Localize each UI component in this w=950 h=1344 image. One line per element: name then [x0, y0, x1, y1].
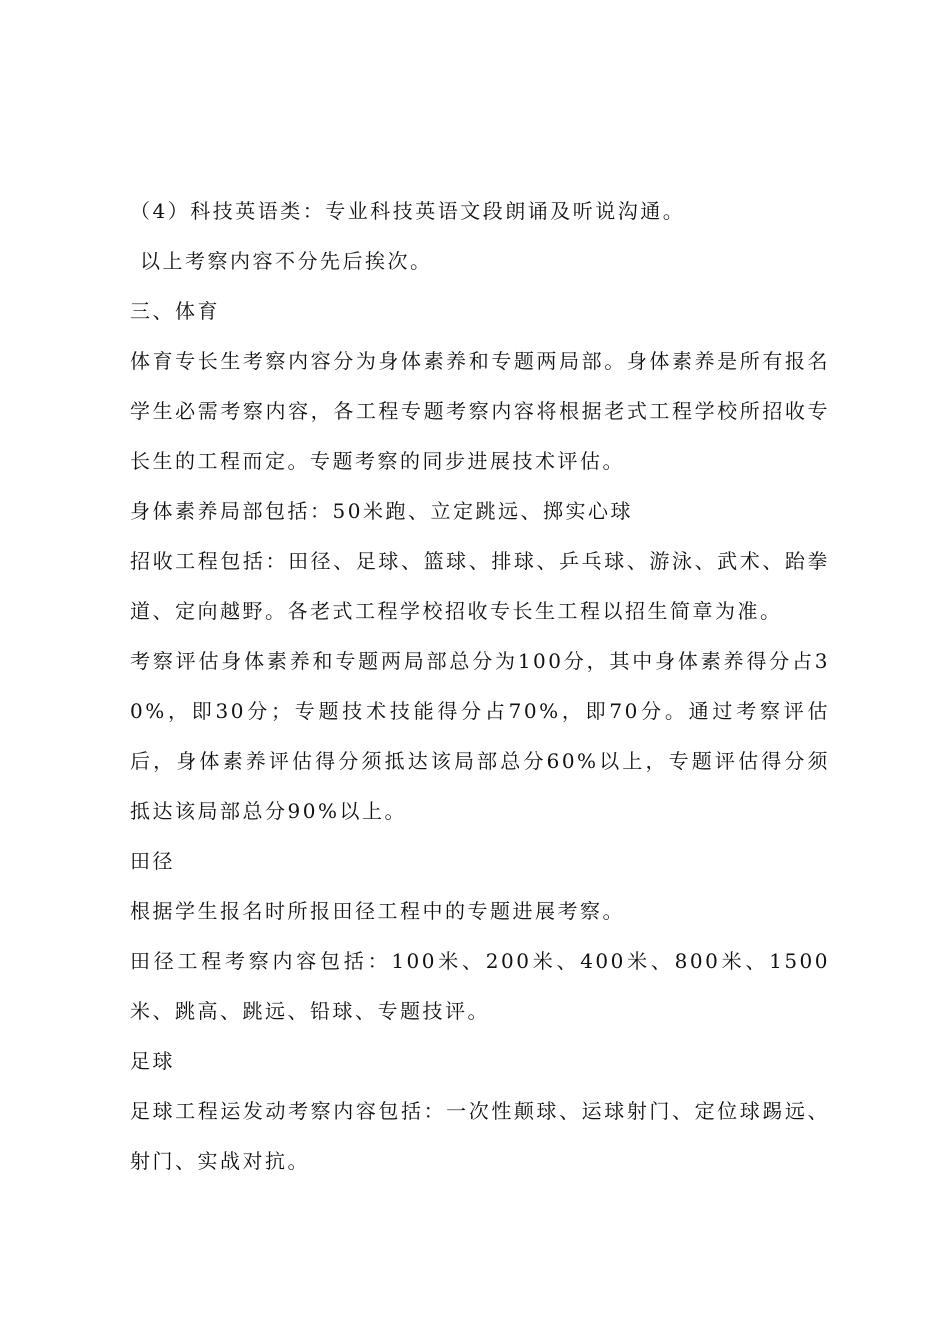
- subheading-track-field: 田径: [130, 849, 175, 873]
- section-heading-sports: 三、体育: [130, 299, 220, 323]
- paragraph-track-field-items: 田径工程考察内容包括：100米、200米、400米、800米、1500米、跳高、跳远、铅球、专题技评。: [130, 949, 830, 1023]
- paragraph-enrolled-events: 招收工程包括：田径、足球、篮球、排球、乒乓球、游泳、武术、跆拳道、定向越野。各老式工程学校招收专长生工程以招生简章为准。: [130, 549, 830, 623]
- paragraph-tech-english: （4）科技英语类：专业科技英语文段朗诵及听说沟通。: [130, 199, 686, 223]
- subheading-football: 足球: [130, 1049, 175, 1073]
- paragraph-scoring: 考察评估身体素养和专题两局部总分为100分，其中身体素养得分占30%，即30分；专题技术技能得分占70%，即70分。通过考察评估后，身体素养评估得分须抵达该局部总分60%以上，专题评估得分须抵达该局部总分90%以上。: [130, 649, 830, 823]
- document-body: [130, 186, 830, 1186]
- paragraph-sports-intro: 体育专长生考察内容分为身体素养和专题两局部。身体素养是所有报名学生必需考察内容，各工程专题考察内容将根据老式工程学校所招收专长生的工程而定。专题考察的同步进展技术评估。: [130, 349, 830, 473]
- paragraph-physical-items: 身体素养局部包括：50米跑、立定跳远、掷实心球: [130, 499, 633, 523]
- paragraph-track-field-basis: 根据学生报名时所报田径工程中的专题进展考察。: [130, 899, 625, 923]
- paragraph-order-note: 以上考察内容不分先后挨次。: [140, 249, 433, 273]
- paragraph-football-items: 足球工程运发动考察内容包括：一次性颠球、运球射门、定位球踢远、射门、实战对抗。: [130, 1099, 830, 1173]
